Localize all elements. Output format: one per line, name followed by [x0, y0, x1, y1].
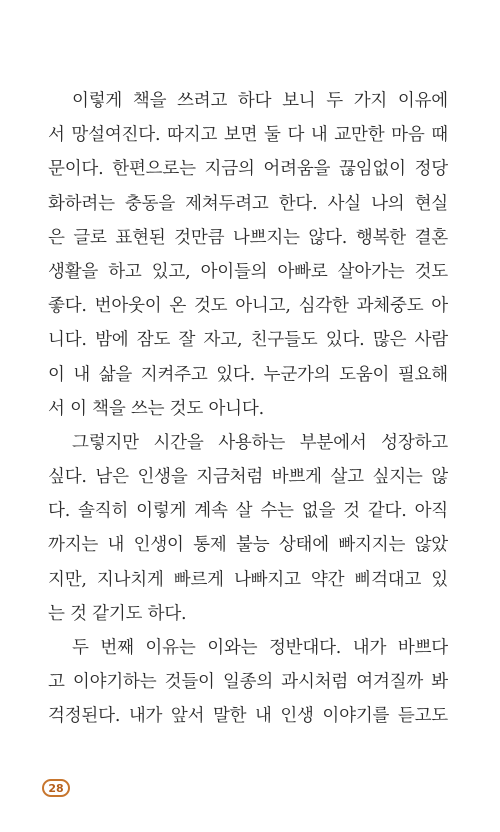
- body-text: [48, 84, 448, 734]
- text-line: 서 망설여진다. 따지고 보면 둘 다 내 교만한 마음 때: [48, 125, 448, 146]
- text-line: 걱정된다. 내가 앞서 말한 내 인생 이야기를 듣고도: [48, 706, 448, 727]
- text-line: 이 내 삶을 지켜주고 있다. 누군가의 도움이 필요해: [48, 364, 448, 385]
- page-number: 28: [48, 781, 64, 795]
- text-line: 그렇지만 시간을 사용하는 부분에서 성장하고: [72, 432, 448, 453]
- text-line: 는 것 같기도 하다.: [48, 603, 187, 624]
- text-line: 까지는 내 인생이 통제 불능 상태에 빠지지는 않았: [48, 535, 448, 556]
- text-line: 니다. 밤에 잠도 잘 자고, 친구들도 있다. 많은 사람: [48, 330, 448, 351]
- text-line: 고 이야기하는 것들이 일종의 과시처럼 여겨질까 봐: [48, 672, 448, 693]
- text-line: 좋다. 번아웃이 온 것도 아니고, 심각한 과체중도 아: [48, 296, 448, 317]
- text-line: 생활을 하고 있고, 아이들의 아빠로 살아가는 것도: [48, 261, 448, 282]
- text-line: 지만, 지나치게 빠르게 나빠지고 약간 삐걱대고 있: [48, 569, 448, 590]
- text-line: 싶다. 남은 인생을 지금처럼 바쁘게 살고 싶지는 않: [48, 467, 448, 488]
- text-line: 문이다. 한편으로는 지금의 어려움을 끊임없이 정당: [48, 159, 448, 180]
- text-line: 다. 솔직히 이렇게 계속 살 수는 없을 것 같다. 아직: [48, 501, 448, 522]
- text-line: 은 글로 표현된 것만큼 나쁘지는 않다. 행복한 결혼: [48, 227, 448, 248]
- page-number-badge: [42, 779, 70, 797]
- text-line: 두 번째 이유는 이와는 정반대다. 내가 바쁘다: [72, 638, 448, 658]
- text-line: 이렇게 책을 쓰려고 하다 보니 두 가지 이유에: [72, 91, 448, 111]
- text-line: 서 이 책을 쓰는 것도 아니다.: [48, 398, 264, 419]
- text-line: 화하려는 충동을 제쳐두려고 한다. 사실 나의 현실: [48, 193, 448, 214]
